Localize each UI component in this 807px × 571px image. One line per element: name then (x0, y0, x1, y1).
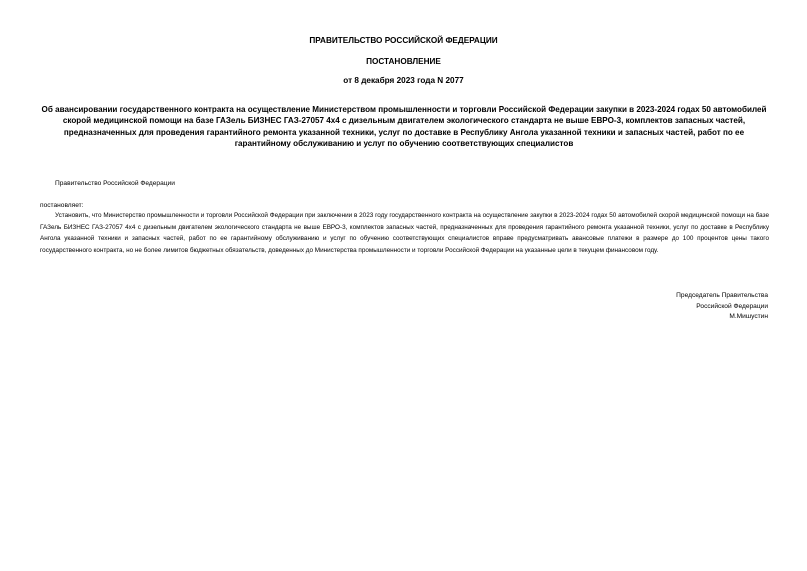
document-subject: Об авансировании государственного контракта на осуществление Министерством промышленности и торговли Российской Федерации закупки в 2023-2024 годах 50 автомобилей скорой медицинской помощи на базе ГАЗель БИЗНЕС ГАЗ-27057 4х4 с дизельным двигателем экологического стандарта не выше ЕВРО-3, комплектов запасных частей, предназначенных для проведения гарантийного ремонта указанной техники, услуг по доставке в Республику Ангола указанной техники и запасных частей, работ по ее гарантийному обслуживанию и услуг по обучению соответствующих специалистов (41, 105, 767, 149)
resolution-paragraph: Установить, что Министерство промышленности и торговли Российской Федерации при заключении в 2023 году государственного контракта на осуществление закупки в 2023-2024 годах 50 автомобилей скорой медицинской помощи на базе ГАЗель БИЗНЕС ГАЗ-27057 4х4 с дизельным двигателем экологического стандарта не выше ЕВРО-3, комплектов запасных частей, предназначенных для проведения гарантийного ремонта указанной техники, услуг по доставке в Республику Ангола указанной техники и запасных частей, работ по ее гарантийному обслуживанию и услуг по обучению соответствующих специалистов вправе предусматривать авансовые платежи в размере до 100 процентов цены такого государственного контракта, но не более лимитов бюджетных обязательств, доведенных до Министерства промышленности и торговли Российской Федерации на указанные цели в текущем финансовом году. (40, 212, 769, 254)
document-type: ПОСТАНОВЛЕНИЕ (366, 57, 441, 66)
resolves-line: постановляет: (40, 202, 84, 209)
government-title: ПРАВИТЕЛЬСТВО РОССИЙСКОЙ ФЕДЕРАЦИИ (309, 36, 498, 45)
signatory-name: М.Мишустин (729, 313, 768, 320)
issuer-line: Правительство Российской Федерации (55, 180, 175, 187)
signatory-position-line1: Председатель Правительства (676, 292, 768, 299)
document-date-number: от 8 декабря 2023 года N 2077 (343, 76, 464, 85)
signature-block (676, 291, 768, 323)
signatory-position-line2: Российской Федерации (696, 302, 768, 310)
